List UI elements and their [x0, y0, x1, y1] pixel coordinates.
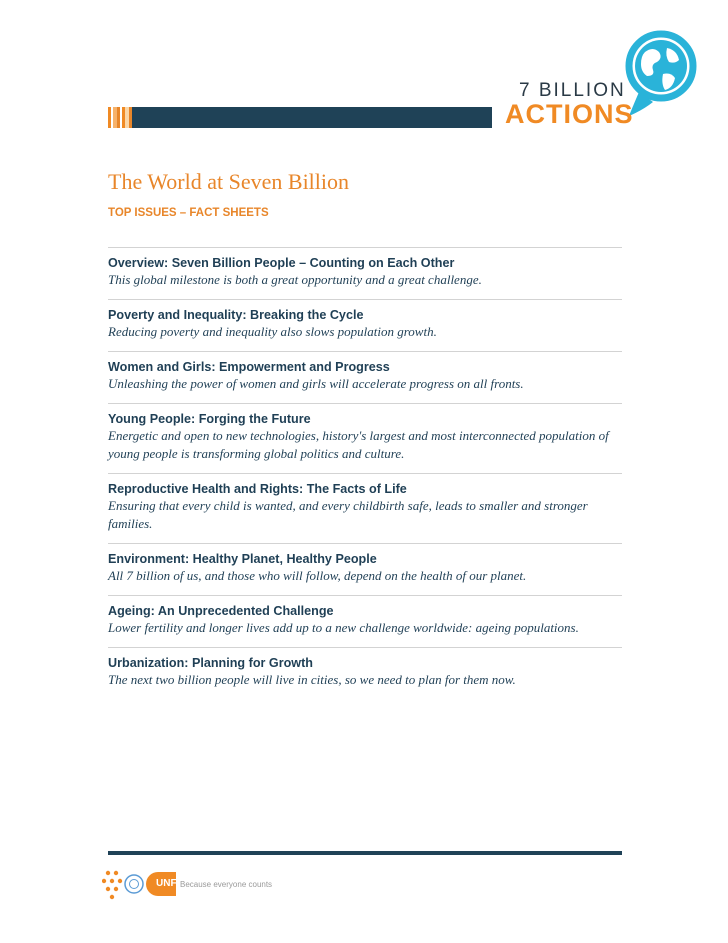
- list-item[interactable]: [108, 473, 622, 543]
- item-description: Lower fertility and longer lives add up to a new challenge worldwide: ageing populations.: [108, 620, 579, 635]
- logo-line-1: 7 BILLION: [519, 80, 626, 101]
- item-title[interactable]: Overview: Seven Billion People – Counting on Each Other: [108, 256, 455, 270]
- un-emblem-icon: [125, 875, 143, 893]
- item-description: Reducing poverty and inequality also slows population growth.: [108, 324, 437, 339]
- item-title[interactable]: Urbanization: Planning for Growth: [108, 656, 313, 670]
- globe-icon: [623, 18, 699, 126]
- list-item[interactable]: [108, 247, 622, 299]
- list-item[interactable]: [108, 351, 622, 403]
- item-title[interactable]: Environment: Healthy Planet, Healthy People: [108, 552, 377, 566]
- header-stripes: [108, 107, 136, 128]
- item-description: The next two billion people will live in cities, so we need to plan for them now.: [108, 672, 516, 687]
- item-description: This global milestone is both a great opportunity and a great challenge.: [108, 272, 482, 287]
- page-title: The World at Seven Billion: [108, 169, 350, 194]
- item-description: Ensuring that every child is wanted, and every childbirth safe, leads to smaller and stronger families.: [108, 498, 588, 531]
- item-title[interactable]: Reproductive Health and Rights: The Facts of Life: [108, 482, 407, 496]
- item-title[interactable]: Ageing: An Unprecedented Challenge: [108, 604, 334, 618]
- logo-line-2: ACTIONS: [505, 99, 634, 129]
- item-title[interactable]: Young People: Forging the Future: [108, 412, 311, 426]
- seven-billion-actions-logo: [505, 18, 705, 130]
- list-item[interactable]: [108, 299, 622, 351]
- item-title[interactable]: Poverty and Inequality: Breaking the Cycle: [108, 308, 364, 322]
- list-item[interactable]: [108, 403, 622, 473]
- unfpa-wordmark: UNFPA: [156, 878, 190, 889]
- header-stripe: [129, 107, 132, 128]
- item-description: All 7 billion of us, and those who will follow, depend on the health of our planet.: [108, 568, 527, 583]
- unfpa-logo: [102, 868, 302, 902]
- page-subtitle: TOP ISSUES – FACT SHEETS: [108, 207, 269, 219]
- dots-icon: [102, 868, 144, 902]
- list-item[interactable]: [108, 595, 622, 647]
- item-title[interactable]: Women and Girls: Empowerment and Progress: [108, 360, 390, 374]
- unfpa-tagline: Because everyone counts: [180, 880, 273, 889]
- footer-rule: [108, 851, 622, 855]
- header-bar: [108, 107, 492, 128]
- fact-sheet-list: [108, 247, 622, 699]
- item-description: Unleashing the power of women and girls will accelerate progress on all fronts.: [108, 376, 524, 391]
- list-item[interactable]: [108, 647, 622, 699]
- list-item[interactable]: [108, 543, 622, 595]
- item-description: Energetic and open to new technologies, history's largest and most interconnected population of young people is transforming global politics and culture.: [108, 428, 609, 461]
